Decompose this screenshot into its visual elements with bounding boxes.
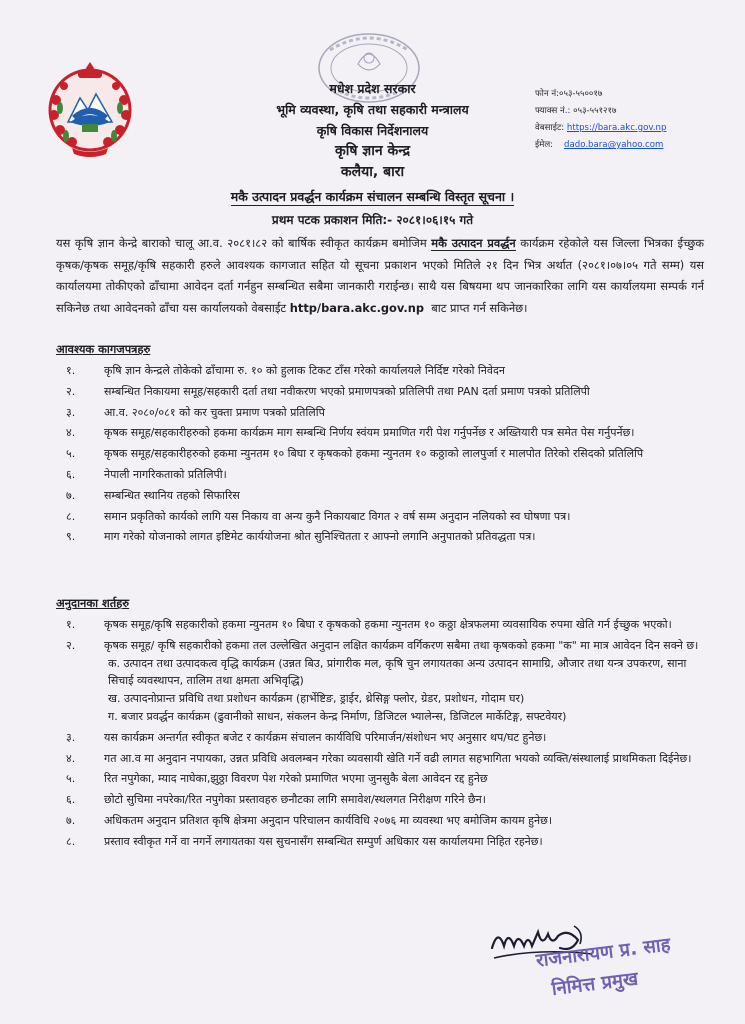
document-item — [56, 424, 704, 442]
nepal-emblem-icon — [42, 60, 138, 160]
document-item-number: १. — [66, 364, 76, 377]
notice-title-text: मकै उत्पादन प्रवर्द्धन कार्यक्रम संचालन सम्बन्धि विस्तृत सूचना । — [230, 189, 515, 204]
email-link[interactable]: dado.bara@yahoo.com — [564, 140, 664, 150]
condition-item-number: ३. — [66, 730, 76, 744]
program-categories — [104, 655, 704, 726]
condition-item — [56, 729, 704, 747]
condition-item-text: छोटो सुचिमा नपरेका/रित नपुगेका प्रस्तावहरु छनौटका लागि समावेश/स्थलगत निरीक्षण गरिने छैन। — [104, 793, 486, 807]
condition-item — [56, 750, 704, 768]
intro-website: http/bara.akc.gov.np — [289, 300, 424, 315]
condition-item-number: १. — [66, 618, 76, 631]
condition-item-text: गत आ.व मा अनुदान नपायका, उन्नत प्रविधि अवलम्बन गरेका व्यवसायी खेति गर्ने वढी लागत सहभागिता भयको व्यक्ति/संस्थालाई प्राथमिकता दिईनेछ। — [104, 751, 692, 765]
office-name: कृषि ज्ञान केन्द्र — [334, 143, 411, 159]
condition-item-text: कृषक समूह/कृषि सहकारीको हकमा न्युनतम १० बिघा र कृषकको हकमा न्युनतम १० कठ्ठा क्षेत्रफलमा व्यवसायिक रुपमा खेति गर्न ईच्छुक भएको। — [104, 618, 672, 631]
ministry-name: भूमि व्यवस्था, कृषि तथा सहकारी मन्त्रालय — [276, 102, 469, 117]
document-item-text: आ.व. २०८०/०८१ को कर चुक्ता प्रमाण पत्रको प्रतिलिपि — [104, 405, 325, 419]
signatory-designation: निमित्त प्रमुख — [550, 968, 640, 1000]
program-name-highlight: मकै उत्पादन प्रवर्द्धन — [431, 236, 516, 250]
document-item-text: सम्बन्धित निकायमा समूह/सहकारी दर्ता तथा नवीकरण भएको प्रमाणपत्रको प्रतिलिपी तथा PAN दर्ता प्रमाण पत्रको प्रतिलिपी — [104, 384, 590, 398]
program-category: ग. बजार प्रवर्द्धन कार्यक्रम (ढुवानीको साधन, संकलन केन्द्र निर्माण, डिजिटल भ्यालेन्स, डिजिटल मार्केटिङ्ग, सफ्टवेयर) — [108, 709, 567, 723]
condition-item-text: यस कार्यक्रम अन्तर्गत स्वीकृत बजेट र कार्यक्रम संचालन कार्यविधि परिमार्जन/संशोधन भए अनुसार थप/घट हुनेछ। — [104, 730, 547, 744]
document-item — [56, 383, 704, 401]
contact-info — [535, 86, 740, 154]
program-category: क. उत्पादन तथा उत्पादकत्व वृद्धि कार्यक्रम (उन्नत बिउ, प्रांगारीक मल, कृषि चुन लगायतका अन्य उत्पादन सामाग्रि, औजार तथा यन्त्र उपकरण, साना सिचाई व्यवस्थापन, तालिम तथा क्षमता अभिवृद्धि) — [108, 656, 687, 688]
document-item — [56, 445, 704, 463]
documents-list — [56, 362, 704, 549]
condition-item-number: ४. — [66, 751, 76, 765]
fax-number: फ्याक्स नं.: ०५३-५५१२१७ — [535, 106, 617, 116]
document-item-text: नेपाली नागरिकताको प्रतिलिपी। — [104, 467, 227, 481]
office-location: कलैया, बारा — [340, 164, 405, 180]
document-item — [56, 404, 704, 422]
condition-item-text: रित नपुगेका, म्याद नाघेका,झुठ्ठा विवरण पेश गरेको प्रमाणित भएमा जुनसुकै बेला आवेदन रद्द हुनेछ — [104, 772, 488, 786]
document-item — [56, 466, 704, 484]
document-item-number: ८. — [66, 509, 76, 523]
condition-item — [56, 812, 704, 830]
email-row — [535, 137, 740, 154]
condition-item-text: कृषक समूह/ कृषि सहकारीको हकमा तल उल्लेखित अनुदान लक्षित कार्यक्रम वर्गिकरण सबैमा तथा कृषकको हकमा "क" मा मात्र आवेदन दिन सक्ने छ। — [104, 638, 699, 652]
condition-item — [56, 791, 704, 809]
notice-title — [0, 188, 745, 205]
document-item-number: ९. — [66, 530, 76, 544]
condition-item-number: ५. — [66, 772, 76, 786]
document-item-number: ५. — [66, 447, 76, 461]
conditions-heading: अनुदानका शर्तहरु — [56, 596, 130, 610]
document-item-number: २. — [66, 384, 76, 398]
document-item — [56, 487, 704, 505]
document-item — [56, 508, 704, 526]
condition-item-number: ८. — [66, 834, 76, 848]
document-item-text: माग गरेको योजनाको लागत इष्टिमेट कार्ययोजना श्रोत सुनिश्चितता र आफ्नो लगानि अनुपातको प्रतिवद्धता पत्र। — [104, 530, 536, 544]
condition-item — [56, 833, 704, 851]
intro-paragraph — [56, 233, 704, 319]
publication-date: प्रथम पटक प्रकाशन मिति:- २०८१।०६।१५ गते — [271, 213, 474, 227]
document-item-text: कृषि ज्ञान केन्द्रले तोकेको ढाँचामा रु. १० को हुलाक टिकट टाँस गरेको कार्यालयले निर्दिष्ट गरेको निवेदन — [104, 364, 505, 377]
website-link[interactable]: https://bara.akc.gov.np — [566, 123, 667, 133]
document-item-number: ३. — [66, 405, 76, 419]
document-item — [56, 528, 704, 546]
intro-text-1: यस कृषि ज्ञान केन्द्रे बाराको चालू आ.व. २०८१।८२ को बार्षिक स्वीकृत कार्यक्रम बमोजिम — [56, 236, 427, 250]
program-category: ख. उत्पादनोप्रान्त प्रविधि तथा प्रशोधन कार्यक्रम (हार्भेष्टिङ, ड्राईर, थ्रेसिङ्ग फ्लोर, ग्रेडर, प्रशोधन, गोदाम घर) — [108, 692, 525, 706]
condition-item — [56, 616, 704, 634]
website-row — [535, 120, 740, 137]
phone-number: फोन नं:०५३-५५००१७ — [535, 89, 603, 99]
document-item-text: सम्बन्धित स्थानिय तहको सिफारिस — [104, 488, 240, 502]
condition-item-number: ६. — [66, 793, 76, 807]
letterhead — [200, 78, 545, 183]
website-label: वेबसाईट: — [535, 123, 565, 133]
condition-item — [56, 770, 704, 788]
document-item-text: समान प्रकृतिको कार्यको लागि यस निकाय वा अन्य कुनै निकायबाट विगत २ वर्ष सम्म अनुदान नलियको स्व घोषणा पत्र। — [104, 509, 571, 523]
signatory-name: राजनारायण प्र. साह — [534, 934, 672, 972]
document-item-number: ७. — [66, 488, 76, 502]
intro-text-2: कार्यक्रम रहेकोले यस जिल्ला भित्रका ईच्छुक कृषक/कृषक समूह/कृषि सहकारी हरुले आवश्यक कागजात सहित यो सूचना प्रकाशन भएको मितिले २१ दिन भित्र अर्थात (२०८१।०७।०५ गते सम्म) यस कार्यालयमा तोकीएको ढाँचामा आवेदन दर्ता गर्नहुन सम्बन्धित सबैमा जानकारी गराईन्छ। साथै यस बिषयमा थप जानकारिका लागि यस कार्यालयमा सम्पर्क गर्न सकिनेछ तथा आवेदनको ढाँचा यस कार्यालयको वेबसाईट — [56, 236, 705, 315]
condition-item-number: २. — [66, 638, 76, 652]
document-item-number: ४. — [66, 426, 76, 440]
document-item-text: कृषक समूह/सहकारीहरुको हकमा न्युनतम १० बिघा र कृषकको हकमा न्युनतम १० कठ्ठाको लालपुर्जा र मालपोत तिरेको रसिदको प्रतिलिपि — [104, 447, 644, 461]
condition-item-text: अधिकतम अनुदान प्रतिशत कृषि क्षेत्रमा अनुदान परिचालन कार्यविधि २०७६ मा व्यवस्था भए बमोजिम कायम हुनेछ। — [104, 813, 552, 827]
documents-heading: आवश्यक कागजपत्रहरु — [56, 342, 151, 356]
email-label: ईमेल: — [535, 140, 554, 150]
condition-item-number: ७. — [66, 813, 76, 827]
condition-item — [56, 637, 704, 726]
intro-text-3: बाट प्राप्त गर्न सकिनेछ। — [431, 300, 528, 315]
document-item — [56, 362, 704, 380]
condition-item-text: प्रस्ताव स्वीकृत गर्ने वा नगर्ने लगायतका यस सुचनासँग सम्बन्धित सम्पुर्ण अधिकार यस कार्यालयमा निहित रहनेछ। — [104, 834, 543, 848]
province-name: मधेश प्रदेश सरकार — [329, 81, 416, 96]
document-item-number: ६. — [66, 467, 76, 481]
directorate-name: कृषि विकास निर्देशनालय — [316, 123, 429, 138]
document-item-text: कृषक समूह/सहकारीहरुको हकमा कार्यक्रम माग सम्बन्धि निर्णय स्वंयम प्रमाणित गरी पेश गर्नुपर्नेछ र अख्तियारी पत्र समेत पेस गर्नुपर्नेछ। — [104, 426, 635, 440]
conditions-list — [56, 616, 704, 854]
